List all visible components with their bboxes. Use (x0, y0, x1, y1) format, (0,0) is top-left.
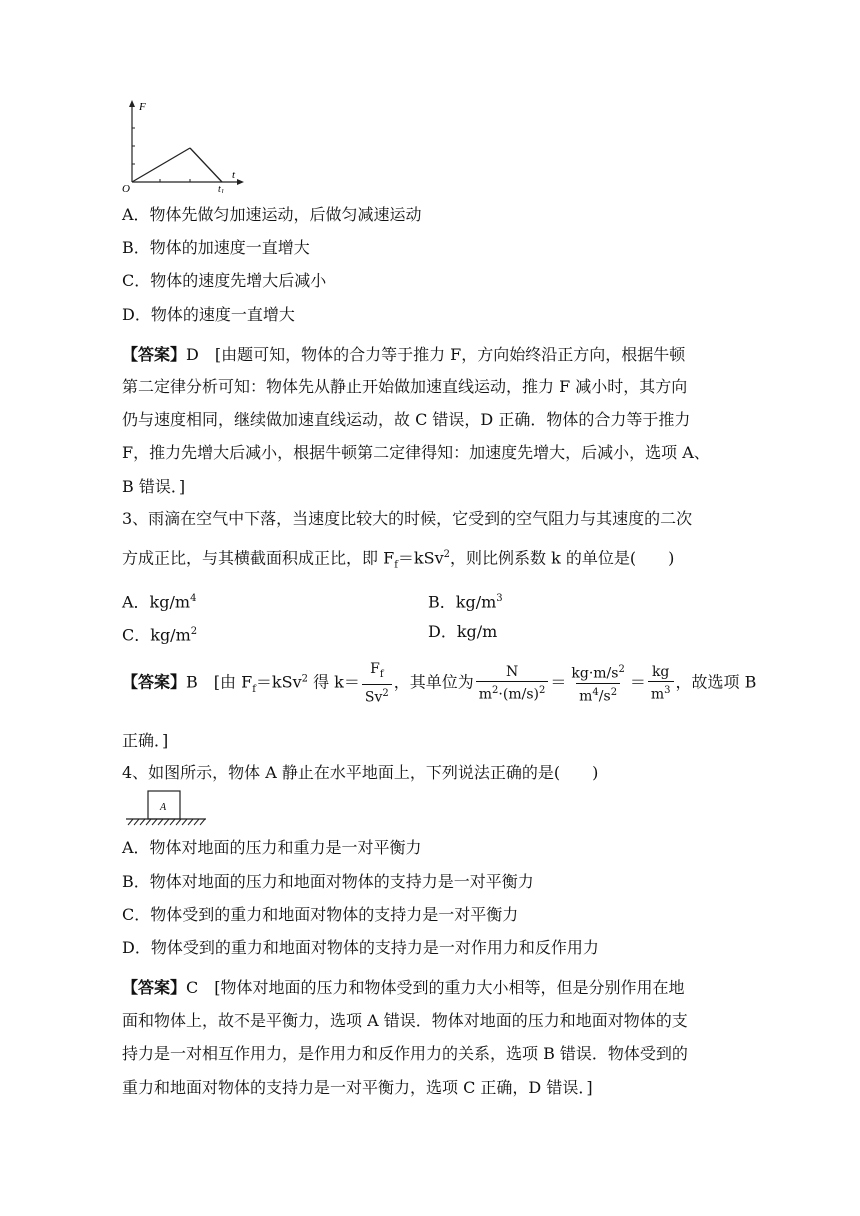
q3-option-a: A．$kg/m^4$ (122, 592, 197, 612)
answer-tag: 【答案】 (122, 978, 187, 997)
block-on-ground-figure (124, 788, 210, 828)
q4-option-d: D．物体受到的重力和地面对物体的支持力是一对作用力和反作用力 (122, 938, 599, 957)
q2-answer-line-5: B 错误．] (122, 477, 186, 496)
fraction-n-over-m2: $\frac{N}{m^2\cdot(m/s)^2}$ (476, 663, 549, 704)
q2-option-b: B．物体的加速度一直增大 (122, 238, 310, 257)
answer-tag: 【答案】 (122, 672, 187, 692)
q2-answer-line-4: F，推力先增大后减小，根据牛顿第二定律得知：加速度先增大，后减小，选项 A、 (122, 443, 710, 462)
q3-answer-line-1: 【答案】B [由 $F_f=kSv^2$ 得 k＝ $\frac{F_f}{Sv^2}$ ，其单位为 $\frac{N}{m^2\cdot(m/s)^2}$ ＝ $\frac{kg\cdot m/s^2}{m^4/s^2}$ ＝ $\frac{kg}{m^3}$ ，故选项 B (122, 661, 757, 706)
q2-option-a: A．物体先做匀加速运动，后做匀减速运动 (122, 205, 422, 224)
q2-answer-line-2: 第二定律分析可知：物体先从静止开始做加速直线运动，推力 F 减小时，其方向 (122, 377, 688, 396)
q2-answer-line-1: 【答案】D [由题可知，物体的合力等于推力 F，方向始终沿正方向，根据牛顿 (122, 345, 686, 364)
q4-option-b: B．物体对地面的压力和地面对物体的支持力是一对平衡力 (122, 872, 534, 891)
q4-stem: 4、如图所示，物体 A 静止在水平地面上，下列说法正确的是( ) (122, 763, 599, 782)
block-label: A (160, 802, 167, 813)
q4-answer-line-3: 持力是一对相互作用力，是作用力和反作用力的关系，选项 B 错误．物体受到的 (122, 1044, 688, 1063)
fraction-kgms2-over-m4s2: $\frac{kg\cdot m/s^2}{m^4/s^2}$ (571, 664, 625, 705)
graph-origin-label: O (122, 183, 130, 193)
q4-answer-line-4: 重力和地面对物体的支持力是一对平衡力，选项 C 正确，D 错误．] (122, 1078, 593, 1097)
q3-option-d: D．kg/m (428, 622, 498, 641)
answer-tag: 【答案】 (122, 345, 187, 364)
q3-answer-line-2: 正确．] (122, 731, 169, 750)
q4-answer-line-2: 面和物体上，故不是平衡力，选项 A 错误．物体对地面的压力和地面对物体的支 (122, 1011, 688, 1030)
q3-stem-line-2: 方成正比，与其横截面积成正比，即 $F_f=kSv^2$，则比例系数 k 的单位是( ) (122, 548, 675, 571)
q4-answer-line-1: 【答案】C [物体对地面的压力和物体受到的重力大小相等，但是分别作用在地 (122, 978, 685, 997)
graph-x-label: t (232, 169, 236, 181)
fraction-ff-over-sv2: $\frac{F_f}{Sv^2}$ (362, 660, 392, 706)
q4-option-c: C．物体受到的重力和地面对物体的支持力是一对平衡力 (122, 905, 519, 924)
q4-option-a: A．物体对地面的压力和重力是一对平衡力 (122, 838, 422, 857)
q2-answer-line-3: 仍与速度相同，继续做加速直线运动，故 C 错误，D 正确．物体的合力等于推力 (122, 410, 691, 429)
q3-option-b: B．$kg/m^3$ (428, 592, 503, 612)
force-time-graph (118, 98, 248, 193)
q3-option-c: C．$kg/m^2$ (122, 625, 198, 645)
q2-option-d: D．物体的速度一直增大 (122, 305, 295, 324)
fraction-kg-over-m3: $\frac{kg}{m^3}$ (648, 663, 674, 704)
graph-y-label: F (139, 101, 146, 113)
q2-option-c: C．物体的速度先增大后减小 (122, 271, 327, 290)
q3-stem-line-1: 3、雨滴在空气中下落，当速度比较大的时候，它受到的空气阻力与其速度的二次 (122, 509, 693, 528)
graph-t1-label: $t_1$ (218, 184, 225, 193)
